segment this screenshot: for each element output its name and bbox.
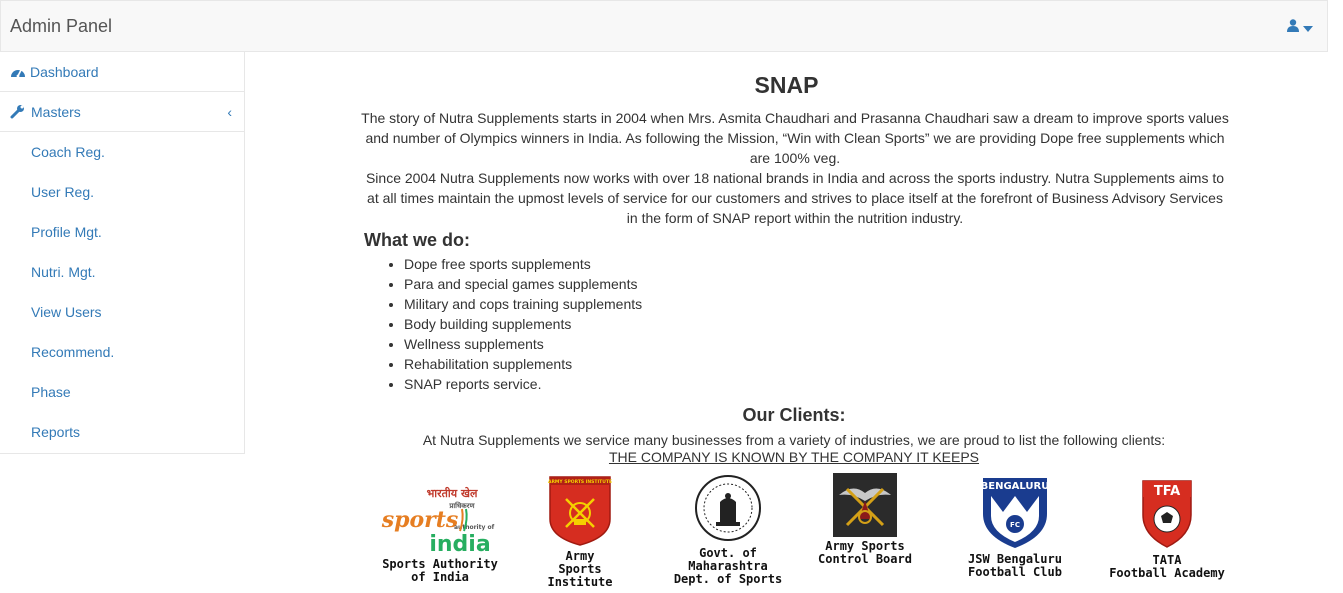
bengaluru-fc-crest-logo bbox=[979, 474, 1051, 550]
client-maharashtra bbox=[663, 472, 793, 586]
svg-text:भारतीय खेल: भारतीय खेल bbox=[426, 487, 478, 500]
svg-text:FC: FC bbox=[1010, 521, 1020, 529]
client-name: Sports Authority bbox=[382, 557, 498, 571]
svg-text:ARMY SPORTS INSTITUTE: ARMY SPORTS INSTITUTE bbox=[547, 480, 613, 485]
top-navbar bbox=[0, 0, 1328, 52]
list-item: • Para and special games supplements bbox=[404, 274, 642, 294]
client-bengaluru-fc bbox=[960, 474, 1070, 579]
sidebar-item-user-reg[interactable]: User Reg. bbox=[31, 184, 95, 200]
client-ascb bbox=[810, 473, 920, 566]
maharashtra-seal-logo bbox=[694, 472, 762, 544]
brand-title[interactable]: Admin Panel bbox=[10, 16, 113, 36]
list-item: • Dope free sports supplements bbox=[404, 254, 642, 274]
client-name: Army Sports bbox=[825, 539, 905, 553]
what-we-do-heading: What we do: bbox=[364, 230, 470, 250]
clients-heading: Our Clients: bbox=[742, 405, 846, 425]
svg-text:प्राधिकरण: प्राधिकरण bbox=[449, 502, 475, 510]
sidebar bbox=[0, 52, 245, 454]
list-item: • Military and cops training supplements bbox=[404, 294, 642, 314]
sidebar-item-phase[interactable]: Phase bbox=[31, 384, 71, 400]
client-name: Army bbox=[565, 549, 595, 563]
list-item: • Body building supplements bbox=[404, 314, 642, 334]
sidebar-item-masters[interactable] bbox=[0, 92, 244, 132]
svg-text:authority of: authority of bbox=[454, 524, 495, 531]
ascb-emblem-logo bbox=[833, 473, 897, 537]
chevron-left-icon[interactable]: ‹ bbox=[227, 104, 232, 120]
list-item: • Wellness supplements bbox=[404, 334, 642, 354]
client-tfa bbox=[1107, 477, 1227, 580]
svg-text:india: india bbox=[429, 532, 491, 557]
client-name: of India bbox=[411, 570, 469, 584]
sidebar-item-profile-mgt[interactable]: Profile Mgt. bbox=[31, 224, 102, 240]
asi-shield-logo bbox=[546, 475, 614, 547]
list-item: • Rehabilitation supplements bbox=[404, 354, 642, 374]
wrench-icon bbox=[10, 105, 28, 119]
sidebar-item-label: Masters bbox=[31, 103, 81, 120]
main-content bbox=[245, 72, 1328, 593]
clients-tagline: THE COMPANY IS KNOWN BY THE COMPANY IT KEEPS bbox=[608, 449, 980, 465]
svg-text:BENGALURU: BENGALURU bbox=[980, 481, 1050, 492]
sidebar-item-recommend[interactable]: Recommend. bbox=[31, 344, 115, 360]
client-name: JSW Bengaluru bbox=[968, 552, 1062, 566]
user-menu-toggle[interactable] bbox=[1287, 19, 1313, 35]
user-icon bbox=[1287, 19, 1299, 35]
tfa-crest-logo bbox=[1135, 477, 1199, 551]
client-name: Football Club bbox=[968, 565, 1062, 579]
sidebar-item-coach-reg[interactable]: Coach Reg. bbox=[31, 144, 105, 160]
page-title: SNAP bbox=[754, 72, 819, 98]
svg-text:TFA: TFA bbox=[1153, 484, 1181, 499]
sidebar-item-view-users[interactable]: View Users bbox=[31, 304, 102, 320]
sidebar-item-nutri-mgt[interactable]: Nutri. Mgt. bbox=[31, 264, 96, 280]
sidebar-item-reports[interactable]: Reports bbox=[31, 424, 81, 440]
client-name: Dept. of Sports bbox=[673, 572, 783, 586]
intro-paragraph: The story of Nutra Supplements starts in 2004 when Mrs. Asmita Chaudhari and Prasanna Chaudhari saw a dream to improve sports values and number of Olympics winners in India. As following the Mission, “Win with Clean Sports” we are providing Dope free supplements which are 100% veg. bbox=[361, 110, 1229, 166]
caret-down-icon bbox=[1303, 19, 1313, 35]
list-item: • SNAP reports service. bbox=[404, 374, 642, 394]
svg-text:sports: sports bbox=[381, 507, 459, 533]
client-asi bbox=[525, 475, 635, 589]
masters-submenu bbox=[0, 132, 244, 452]
client-name: Football Academy bbox=[1109, 566, 1225, 580]
sai-logo bbox=[381, 485, 495, 557]
clients-intro: At Nutra Supplements we service many businesses from a variety of industries, we are proud to list the following clients: bbox=[422, 432, 1166, 448]
client-name: TATA bbox=[1152, 553, 1182, 567]
sidebar-item-label: Dashboard bbox=[30, 63, 99, 80]
client-name: Govt. of Maharashtra bbox=[688, 546, 768, 573]
mission-paragraph: Since 2004 Nutra Supplements now works with over 18 national brands in India and across the sports industry. Nutra Supplements aims to at all times maintain the upmost levels of service for our customers and strives to place itself at the forefront of Business Advisory Services in the form of SNAP report within the nutrition industry. bbox=[365, 170, 1225, 226]
client-name: Sports Institute bbox=[547, 562, 613, 589]
client-name: Control Board bbox=[818, 552, 912, 566]
dashboard-icon bbox=[10, 65, 28, 79]
services-list bbox=[384, 254, 642, 394]
sidebar-item-dashboard[interactable] bbox=[0, 52, 244, 92]
client-sai bbox=[380, 485, 500, 584]
